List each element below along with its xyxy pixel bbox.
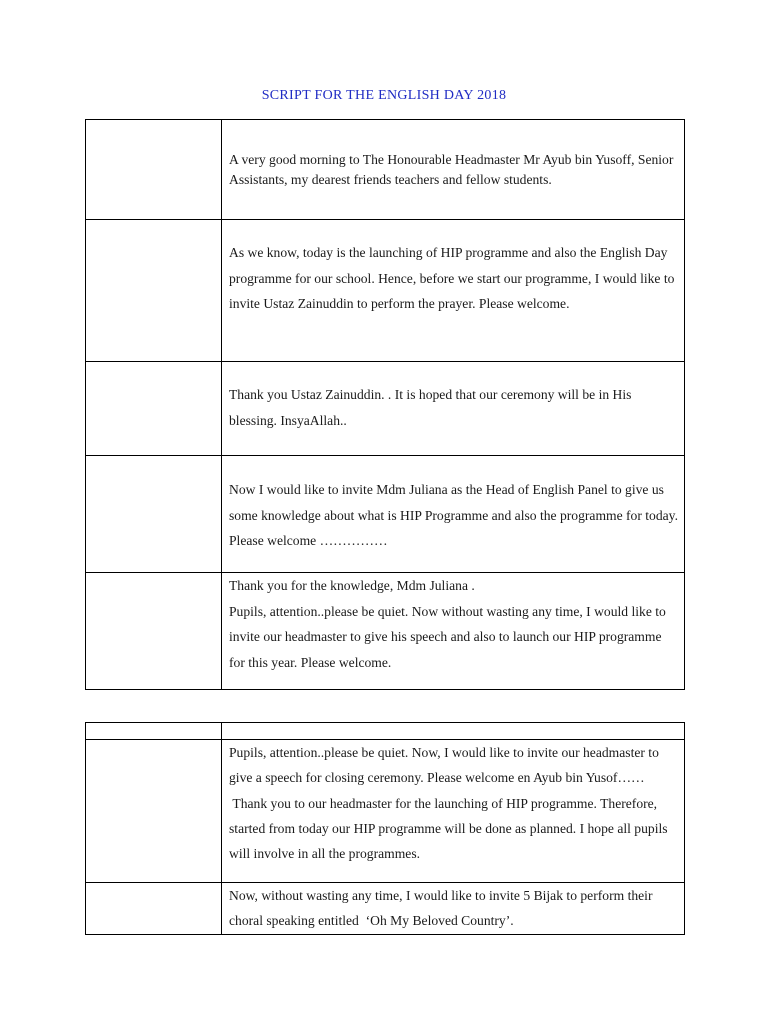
speaker-cell bbox=[86, 883, 222, 935]
script-row bbox=[86, 883, 685, 935]
script-cell bbox=[222, 723, 685, 740]
script-cell bbox=[222, 573, 685, 690]
speaker-cell bbox=[86, 362, 222, 456]
script-cell bbox=[222, 220, 685, 362]
script-paragraph: Now, without wasting any time, I would like to invite 5 Bijak to perform their choral speaking entitled ‘Oh My Beloved Country’. bbox=[229, 888, 656, 929]
script-row bbox=[86, 573, 685, 690]
speaker-cell bbox=[86, 740, 222, 883]
script-paragraph: Pupils, attention..please be quiet. Now, I would like to invite our headmaster to give a speech for closing ceremony. Please welcome en Ayub bin Yusof…… bbox=[229, 745, 659, 786]
script-table-1 bbox=[85, 119, 685, 690]
script-cell bbox=[222, 883, 685, 935]
script-cell bbox=[222, 740, 685, 883]
speaker-cell bbox=[86, 120, 222, 220]
script-cell bbox=[222, 120, 685, 220]
speaker-cell bbox=[86, 573, 222, 690]
script-paragraph: Now I would like to invite Mdm Juliana as the Head of English Panel to give us some knowledge about what is HIP Programme and also the programme for today. Please welcome …………… bbox=[229, 482, 678, 548]
script-row bbox=[86, 220, 685, 362]
speaker-cell bbox=[86, 456, 222, 573]
script-paragraph: As we know, today is the launching of HIP programme and also the English Day programme for our school. Hence, before we start our programme, I would like to invite Ustaz Zainuddin to perform the prayer. Please welcome. bbox=[229, 245, 675, 311]
script-paragraph: Thank you to our headmaster for the launching of HIP programme. Therefore, started from today our HIP programme will be done as planned. I hope all pupils will involve in all the programmes. bbox=[229, 795, 671, 862]
script-paragraph: Thank you Ustaz Zainuddin. . It is hoped that our ceremony will be in His blessing. InsyaAllah.. bbox=[229, 387, 632, 428]
speaker-cell bbox=[86, 723, 222, 740]
script-row bbox=[86, 740, 685, 883]
script-cell bbox=[222, 456, 685, 573]
script-paragraph: Pupils, attention..please be quiet. Now without wasting any time, I would like to invite our headmaster to give his speech and also to launch our HIP programme for this year. Please welcome. bbox=[229, 603, 666, 670]
script-row bbox=[86, 362, 685, 456]
script-cell bbox=[222, 362, 685, 456]
script-table-2 bbox=[85, 722, 685, 935]
script-row bbox=[86, 120, 685, 220]
script-paragraph: Thank you for the knowledge, Mdm Juliana . bbox=[229, 578, 475, 593]
document-title: SCRIPT FOR THE ENGLISH DAY 2018 bbox=[261, 88, 507, 103]
script-paragraph: A very good morning to The Honourable Headmaster Mr Ayub bin Yusoff, Senior Assistants, my dearest friends teachers and fellow students. bbox=[229, 152, 674, 187]
script-row bbox=[86, 456, 685, 573]
script-row bbox=[86, 723, 685, 740]
speaker-cell bbox=[86, 220, 222, 362]
